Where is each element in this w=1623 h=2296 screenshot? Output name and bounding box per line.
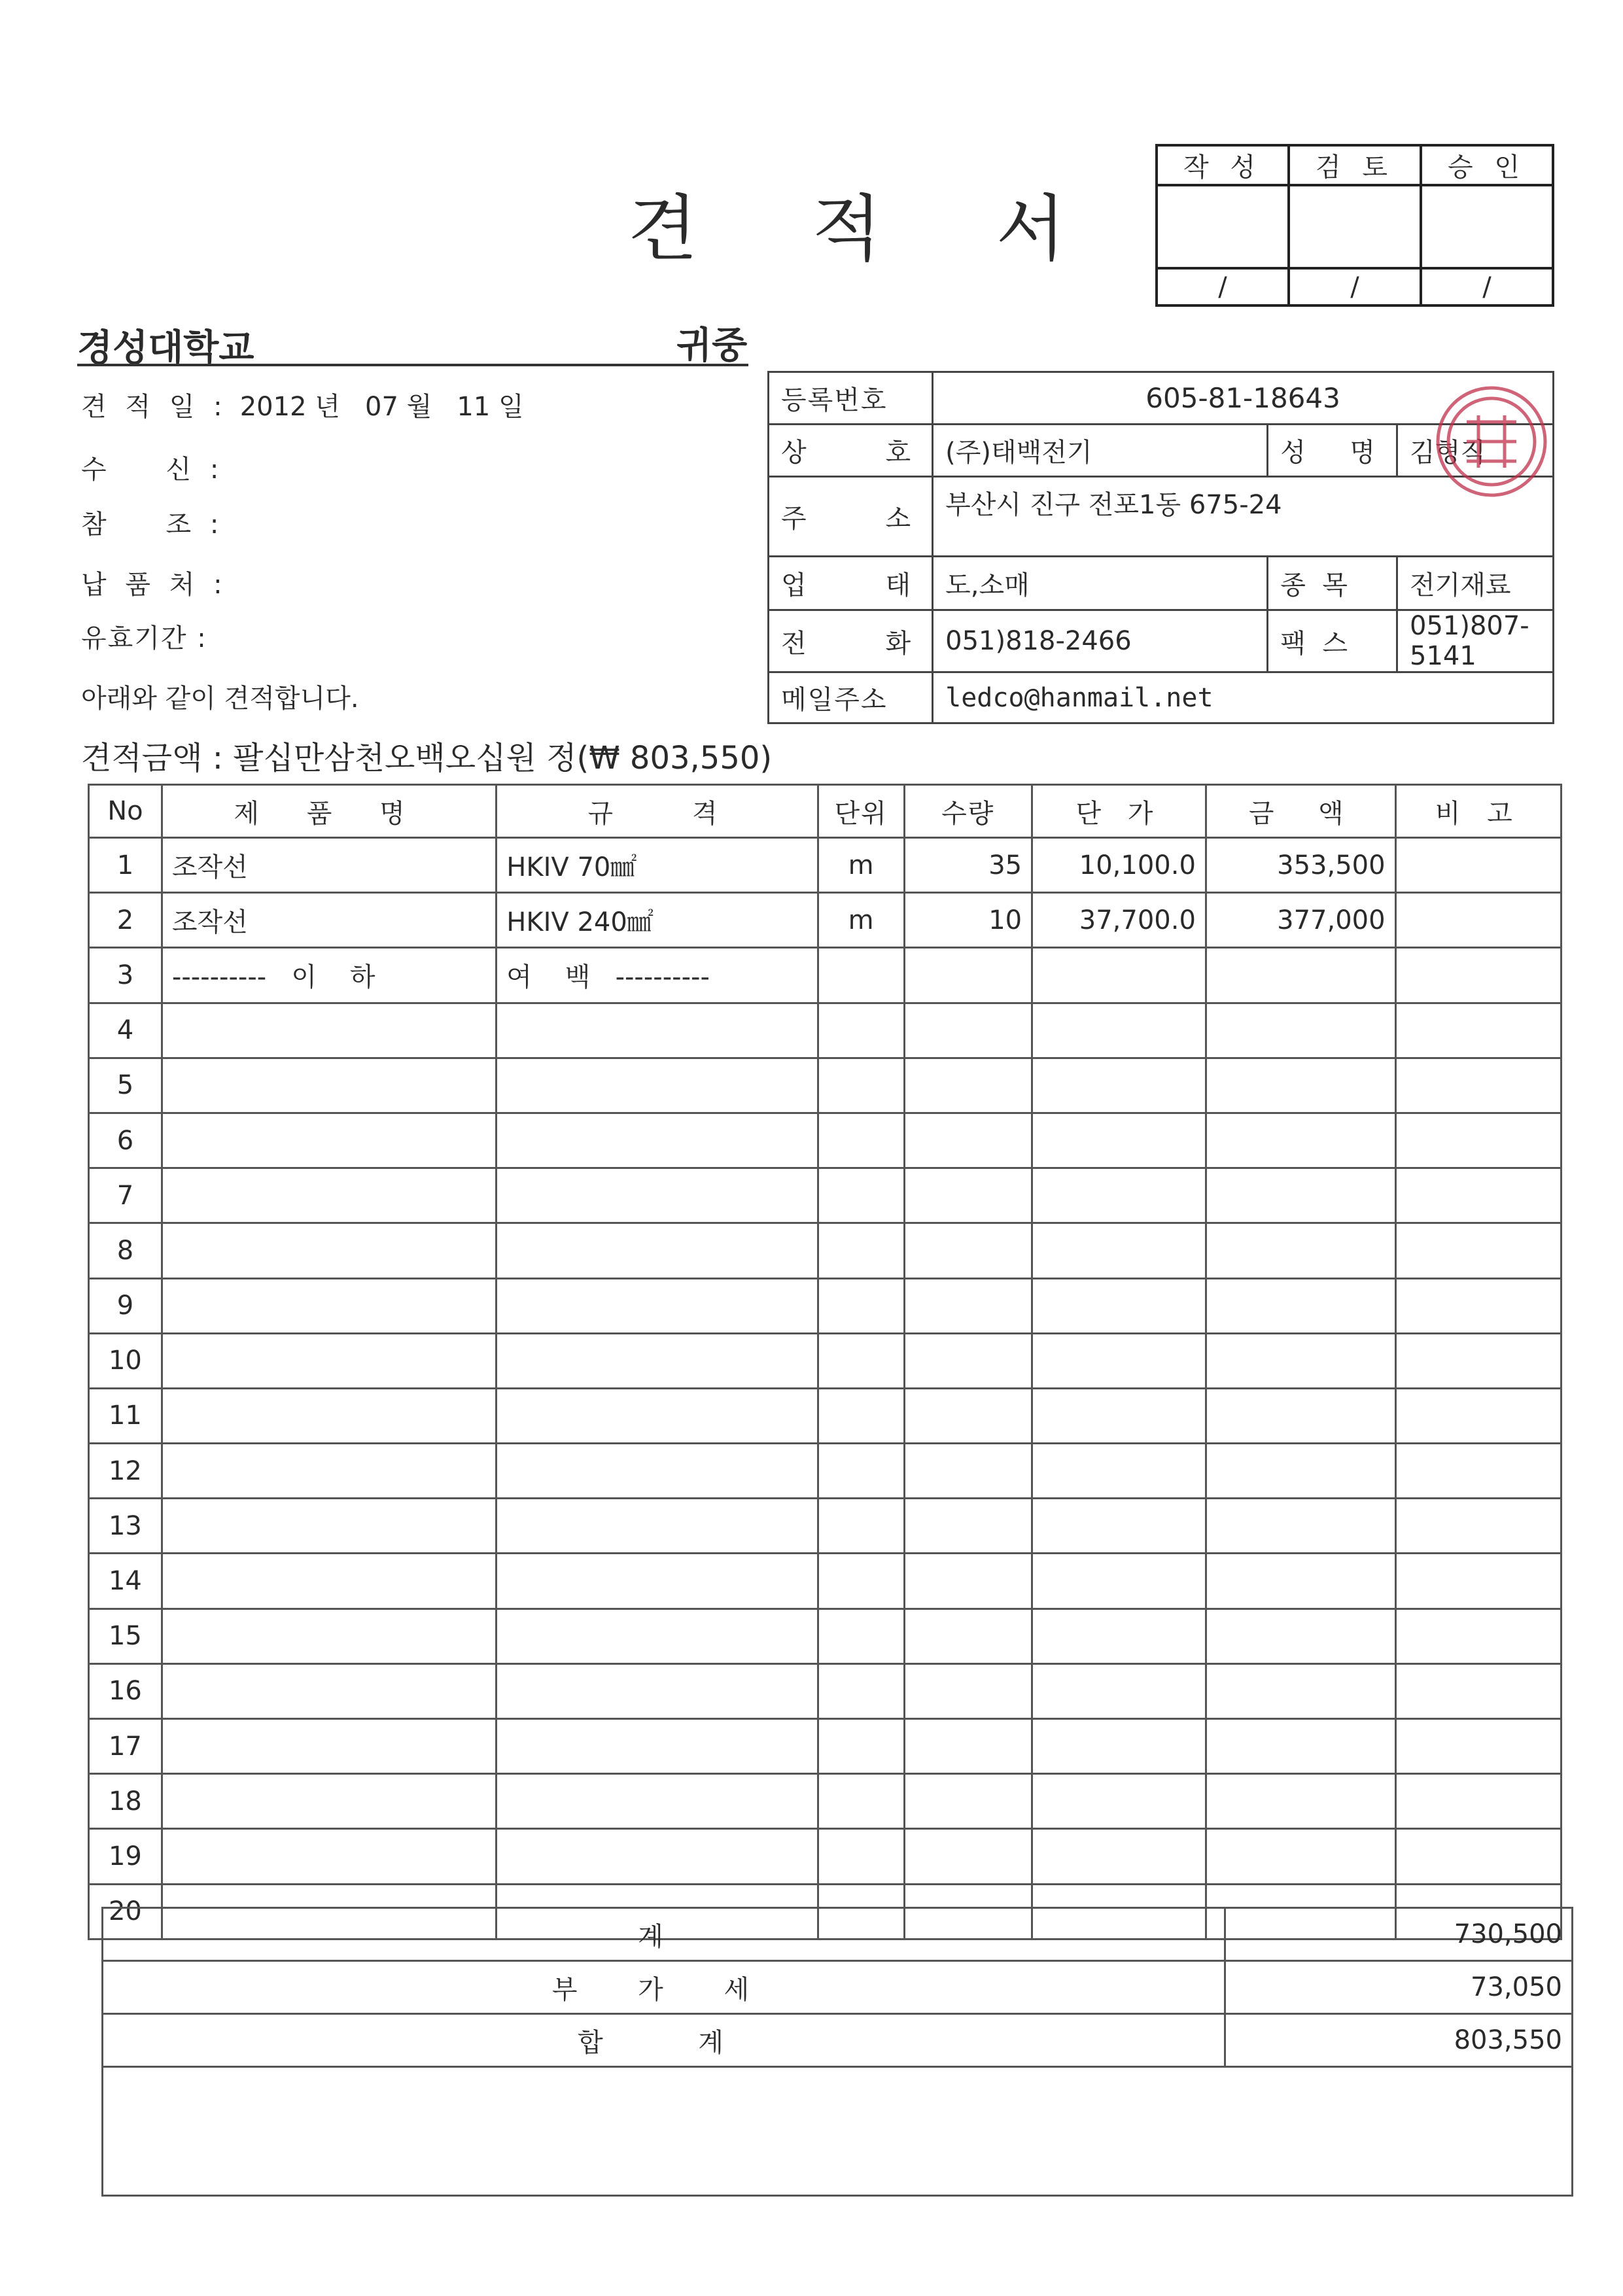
item-amount [1206, 1223, 1395, 1278]
item-unit [818, 1223, 904, 1278]
approval-header-approve: 승 인 [1421, 145, 1553, 185]
item-amount [1206, 948, 1395, 1003]
item-unit-price [1032, 1719, 1206, 1774]
item-amount: 353,500 [1206, 838, 1395, 893]
item-unit-price [1032, 1278, 1206, 1333]
item-amount [1206, 1719, 1395, 1774]
col-amount: 금 액 [1206, 785, 1395, 838]
subtotal-row [103, 1908, 1573, 1961]
item-no: 10 [89, 1333, 162, 1388]
quote-amount: 견적금액 : 팔십만삼천오백오십원 정(₩ 803,550) [81, 740, 773, 776]
col-unit-price: 단 가 [1032, 785, 1206, 838]
recipient-name: 경성대학교 [77, 327, 254, 370]
table-row [89, 893, 1562, 948]
item-qty [904, 1113, 1032, 1168]
item-spec [497, 1829, 818, 1884]
approval-date-author: / [1157, 268, 1289, 305]
item-unit-price [1032, 1058, 1206, 1113]
approval-sign-approve [1421, 185, 1553, 268]
item-name [162, 1774, 496, 1829]
item-no: 20 [89, 1884, 162, 1939]
item-amount [1206, 1003, 1395, 1058]
quote-date-value: 2012 년 07 월 11 일 [239, 392, 524, 422]
item-qty [904, 1333, 1032, 1388]
phone-value: 051)818-2466 [933, 610, 1268, 672]
quote-date-label: 견 적 일 : [81, 392, 228, 422]
ref-label: 참 조 : [81, 510, 224, 540]
item-remark [1395, 1663, 1561, 1718]
table-row [89, 1499, 1562, 1554]
item-name [162, 1719, 496, 1774]
item-name [162, 1554, 496, 1609]
item-qty [904, 1168, 1032, 1223]
item-unit-price [1032, 948, 1206, 1003]
item-label: 종 목 [1268, 557, 1397, 610]
to-row [81, 449, 232, 486]
item-unit-price: 10,100.0 [1032, 838, 1206, 893]
item-remark [1395, 893, 1561, 948]
to-label: 수 신 : [81, 455, 224, 485]
item-unit [818, 1333, 904, 1388]
item-amount [1206, 1278, 1395, 1333]
item-unit [818, 1554, 904, 1609]
item-remark [1395, 1774, 1561, 1829]
item-amount [1206, 1168, 1395, 1223]
quote-date-row [81, 386, 524, 423]
table-row [89, 1609, 1562, 1663]
col-no: No [89, 785, 162, 838]
item-no: 9 [89, 1278, 162, 1333]
col-remark: 비 고 [1395, 785, 1561, 838]
table-row [89, 1278, 1562, 1333]
table-row [89, 1058, 1562, 1113]
item-remark [1395, 1554, 1561, 1609]
item-name [162, 1168, 496, 1223]
business-label: 업 태 [769, 557, 933, 610]
email-label: 메일주소 [769, 672, 933, 723]
validity-label: 유효기간 : [81, 623, 207, 653]
item-remark [1395, 1168, 1561, 1223]
item-spec [497, 1444, 818, 1499]
item-unit [818, 1058, 904, 1113]
item-remark [1395, 1444, 1561, 1499]
item-qty [904, 948, 1032, 1003]
email-value: ledco@hanmail.net [933, 672, 1554, 723]
item-spec [497, 1663, 818, 1718]
table-row [89, 948, 1562, 1003]
item-spec [497, 1719, 818, 1774]
item-unit [818, 1719, 904, 1774]
item-unit-price [1032, 1444, 1206, 1499]
item-unit-price [1032, 1333, 1206, 1388]
item-unit [818, 1774, 904, 1829]
vat-row [103, 1961, 1573, 2014]
table-row [89, 1663, 1562, 1718]
item-unit [818, 1444, 904, 1499]
approval-date-approve: / [1421, 268, 1553, 305]
item-qty [904, 1554, 1032, 1609]
item-no: 16 [89, 1663, 162, 1718]
item-amount [1206, 1058, 1395, 1113]
grand-total-value: 803,550 [1225, 2014, 1573, 2067]
item-unit [818, 1113, 904, 1168]
phone-label: 전 화 [769, 610, 933, 672]
item-spec [497, 1168, 818, 1223]
item-no: 4 [89, 1003, 162, 1058]
item-no: 7 [89, 1168, 162, 1223]
item-no: 14 [89, 1554, 162, 1609]
item-amount [1206, 1609, 1395, 1663]
item-unit-price [1032, 1499, 1206, 1554]
item-remark [1395, 1058, 1561, 1113]
vat-label: 부 가 세 [103, 1961, 1225, 2014]
table-row [89, 1168, 1562, 1223]
item-unit [818, 1499, 904, 1554]
item-no: 2 [89, 893, 162, 948]
col-product-name: 제 품 명 [162, 785, 496, 838]
reg-label: 등록번호 [769, 372, 933, 425]
item-remark [1395, 1113, 1561, 1168]
recipient-underline [77, 364, 748, 366]
item-amount [1206, 1554, 1395, 1609]
table-row [89, 838, 1562, 893]
item-unit [818, 1003, 904, 1058]
item-name [162, 1829, 496, 1884]
company-seal-stamp [1426, 376, 1557, 507]
item-unit [818, 1609, 904, 1663]
table-row [89, 1113, 1562, 1168]
item-qty [904, 1058, 1032, 1113]
item-unit: m [818, 893, 904, 948]
item-unit-price [1032, 1113, 1206, 1168]
name-value: 김형직 [1397, 425, 1554, 477]
approval-header-review: 검 토 [1289, 145, 1421, 185]
item-spec [497, 1278, 818, 1333]
item-qty [904, 1719, 1032, 1774]
item-unit-price [1032, 1554, 1206, 1609]
item-name [162, 1223, 496, 1278]
item-amount [1206, 1113, 1395, 1168]
item-unit [818, 1168, 904, 1223]
item-spec [497, 1333, 818, 1388]
item-unit-price [1032, 1003, 1206, 1058]
item-name [162, 1333, 496, 1388]
name-label: 성 명 [1268, 425, 1397, 477]
grand-total-row [103, 2014, 1573, 2067]
item-qty [904, 1774, 1032, 1829]
table-row [89, 1554, 1562, 1609]
item-name: 조작선 [162, 838, 496, 893]
item-remark [1395, 1499, 1561, 1554]
item-no: 13 [89, 1499, 162, 1554]
delivery-row [81, 564, 232, 601]
item-remark [1395, 1223, 1561, 1278]
item-qty [904, 1829, 1032, 1884]
table-row [89, 1444, 1562, 1499]
item-unit-price [1032, 1388, 1206, 1443]
item-remark [1395, 838, 1561, 893]
approval-header-author: 작 성 [1157, 145, 1289, 185]
item-unit-price [1032, 1168, 1206, 1223]
item-remark [1395, 948, 1561, 1003]
fax-label: 팩 스 [1268, 610, 1397, 672]
item-unit [818, 948, 904, 1003]
item-remark [1395, 1609, 1561, 1663]
ref-row [81, 504, 232, 541]
item-unit [818, 1388, 904, 1443]
item-name [162, 1388, 496, 1443]
approval-box [1155, 144, 1554, 307]
item-name [162, 1058, 496, 1113]
item-remark [1395, 1003, 1561, 1058]
address-value: 부산시 진구 전포1동 675-24 [933, 477, 1554, 557]
item-value: 전기재료 [1397, 557, 1554, 610]
item-spec [497, 1003, 818, 1058]
grand-total-label: 합 계 [103, 2014, 1225, 2067]
items-table [88, 784, 1562, 1940]
item-qty [904, 1444, 1032, 1499]
item-unit-price [1032, 1663, 1206, 1718]
item-spec: HKIV 240㎟ [497, 893, 818, 948]
subtotal-label: 계 [103, 1908, 1225, 1961]
item-unit [818, 1829, 904, 1884]
item-unit-price [1032, 1223, 1206, 1278]
vat-value: 73,050 [1225, 1961, 1573, 2014]
item-amount [1206, 1829, 1395, 1884]
item-qty [904, 1499, 1032, 1554]
item-name: 조작선 [162, 893, 496, 948]
item-unit-price [1032, 1609, 1206, 1663]
item-amount: 377,000 [1206, 893, 1395, 948]
company-value: (주)태백전기 [933, 425, 1268, 477]
item-remark [1395, 1278, 1561, 1333]
item-qty [904, 1223, 1032, 1278]
item-unit-price: 37,700.0 [1032, 893, 1206, 948]
item-qty: 10 [904, 893, 1032, 948]
item-no: 5 [89, 1058, 162, 1113]
item-amount [1206, 1444, 1395, 1499]
item-qty [904, 1663, 1032, 1718]
col-spec: 규 격 [497, 785, 818, 838]
item-no: 12 [89, 1444, 162, 1499]
item-spec [497, 1058, 818, 1113]
page-title: 견 적 서 [628, 187, 1111, 271]
item-amount [1206, 1388, 1395, 1443]
business-value: 도,소매 [933, 557, 1268, 610]
item-unit [818, 1663, 904, 1718]
approval-date-review: / [1289, 268, 1421, 305]
item-spec: HKIV 70㎟ [497, 838, 818, 893]
item-amount [1206, 1774, 1395, 1829]
table-row [89, 1829, 1562, 1884]
fax-value: 051)807-5141 [1397, 610, 1554, 672]
item-name [162, 1113, 496, 1168]
col-unit: 단위 [818, 785, 904, 838]
item-name [162, 1609, 496, 1663]
item-name: ---------- 이 하 [162, 948, 496, 1003]
item-unit: m [818, 838, 904, 893]
item-no: 1 [89, 838, 162, 893]
items-header-row [89, 785, 1562, 838]
item-spec [497, 1554, 818, 1609]
approval-sign-review [1289, 185, 1421, 268]
item-no: 3 [89, 948, 162, 1003]
item-qty: 35 [904, 838, 1032, 893]
item-no: 18 [89, 1774, 162, 1829]
item-name [162, 1444, 496, 1499]
item-no: 6 [89, 1113, 162, 1168]
remarks-box [101, 2061, 1573, 2197]
table-row [89, 1003, 1562, 1058]
item-qty [904, 1388, 1032, 1443]
subtotal-value: 730,500 [1225, 1908, 1573, 1961]
item-unit-price [1032, 1829, 1206, 1884]
table-row [89, 1719, 1562, 1774]
item-spec [497, 1774, 818, 1829]
item-no: 17 [89, 1719, 162, 1774]
item-no: 19 [89, 1829, 162, 1884]
reg-value: 605-81-18643 [933, 372, 1554, 425]
item-qty [904, 1003, 1032, 1058]
table-row [89, 1774, 1562, 1829]
company-label: 상 호 [769, 425, 933, 477]
table-row [89, 1333, 1562, 1388]
item-name [162, 1499, 496, 1554]
item-remark [1395, 1719, 1561, 1774]
item-spec: 여 백 ---------- [497, 948, 818, 1003]
item-unit [818, 1278, 904, 1333]
address-label: 주 소 [769, 477, 933, 557]
item-spec [497, 1223, 818, 1278]
item-name [162, 1278, 496, 1333]
item-no: 8 [89, 1223, 162, 1278]
item-remark [1395, 1388, 1561, 1443]
item-spec [497, 1388, 818, 1443]
item-no: 11 [89, 1388, 162, 1443]
item-remark [1395, 1829, 1561, 1884]
col-qty: 수량 [904, 785, 1032, 838]
item-spec [497, 1113, 818, 1168]
totals-table [101, 1907, 1573, 2068]
item-spec [497, 1499, 818, 1554]
approval-sign-author [1157, 185, 1289, 268]
item-qty [904, 1609, 1032, 1663]
item-remark [1395, 1333, 1561, 1388]
quote-note: 아래와 같이 견적합니다. [81, 684, 359, 714]
item-amount [1206, 1499, 1395, 1554]
item-amount [1206, 1333, 1395, 1388]
item-no: 15 [89, 1609, 162, 1663]
table-row [89, 1388, 1562, 1443]
delivery-label: 납 품 처 : [81, 570, 228, 600]
item-name [162, 1003, 496, 1058]
item-unit-price [1032, 1774, 1206, 1829]
item-spec [497, 1609, 818, 1663]
validity-row [81, 617, 232, 655]
recipient-honorific: 귀중 [676, 324, 748, 367]
table-row [89, 1223, 1562, 1278]
item-amount [1206, 1663, 1395, 1718]
item-name [162, 1663, 496, 1718]
item-qty [904, 1278, 1032, 1333]
